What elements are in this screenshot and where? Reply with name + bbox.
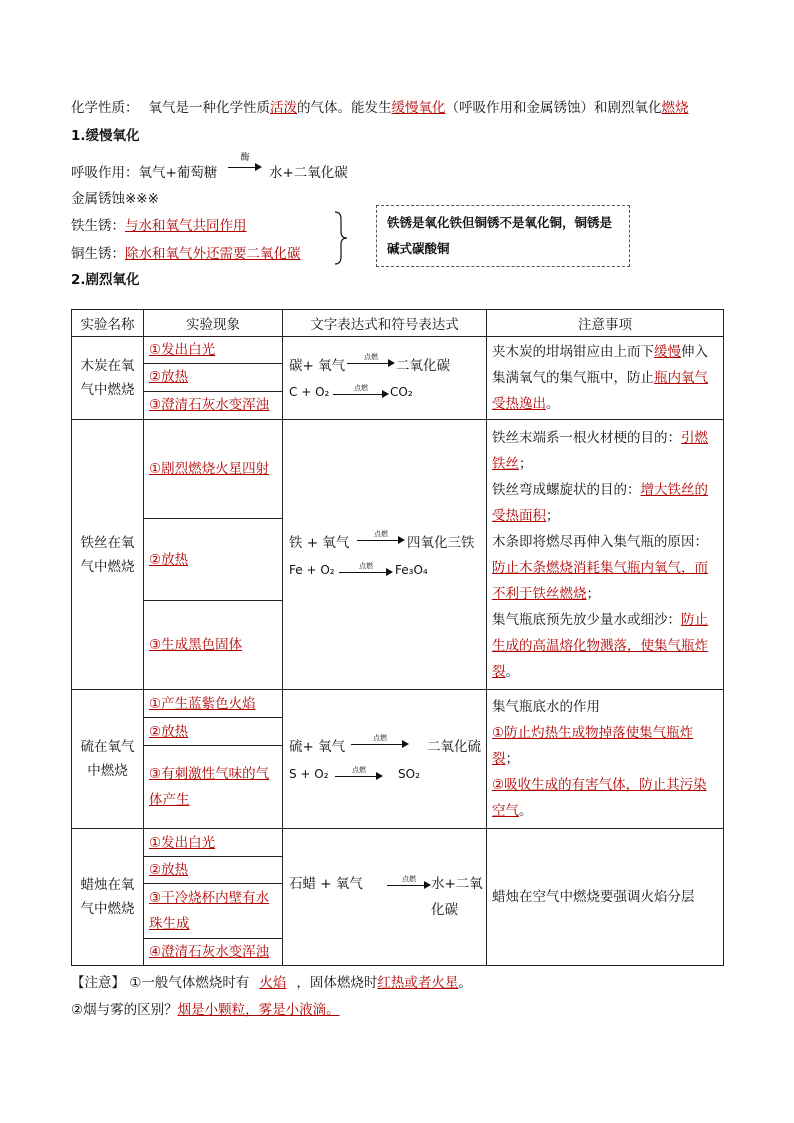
reaction-arrow [339, 561, 393, 578]
section-title-slow-oxidation: 1.缓慢氧化 [71, 128, 140, 144]
answer-combustion: 燃烧 [661, 100, 689, 116]
phenomenon-cell [144, 519, 283, 601]
phenomenon-text: ③生成黑色固体 [149, 637, 243, 653]
note-text: ； [586, 585, 600, 602]
phenomenon-cell [144, 718, 283, 746]
note-text: 铁丝末端系一根火材梗的目的： [492, 429, 681, 446]
condition-label: 点燃 [374, 529, 388, 538]
respiration-reactants: 氧气+葡萄糖 [138, 165, 218, 181]
footer-text: ②烟与雾的区别？ [71, 1002, 178, 1018]
phenomenon-cell [144, 337, 283, 364]
table-row [72, 420, 724, 519]
phenomenon-text: ④澄清石灰水变浑浊 [149, 944, 270, 960]
phenomenon-cell [144, 601, 283, 690]
expression-cell-carbon [283, 337, 487, 420]
symbol-products: CO₂ [390, 385, 413, 399]
note-text: 。 [546, 396, 560, 412]
note-answer: 瓶内氧气受热逸出 [492, 370, 708, 412]
intro-line [71, 96, 689, 116]
header-notes: 注意事项 [487, 310, 724, 337]
intro-label: 化学性质： [71, 100, 139, 116]
phenomenon-text: ③澄清石灰水变浑浊 [149, 397, 270, 414]
phenomenon-text: ②放热 [149, 369, 189, 386]
footer-answer: 烟是小颗粒，雾是小液滴。 [177, 1002, 340, 1018]
phenomenon-text: ③有刺激性气味的气体产生 [149, 766, 270, 808]
respiration-products: 水+二氧化碳 [269, 165, 348, 181]
iron-rust-label: 铁生锈： [71, 218, 125, 234]
notes-cell-carbon [487, 337, 724, 420]
answer-slow-oxidation: 缓慢氧化 [391, 100, 446, 116]
phenomenon-cell [144, 364, 283, 391]
footer-note-2 [71, 998, 340, 1018]
phenomenon-text: ②放热 [149, 723, 189, 740]
rust-callout-box: 铁锈是氧化铁但铜锈不是氧化铜，铜锈是碱式碳酸铜 [376, 205, 630, 267]
note-text: 集气瓶底水的作用 [492, 699, 600, 715]
copper-rust-answer: 除水和氧气外还需要二氧化碳 [125, 246, 301, 262]
intro-text: 氧气是一种化学性质 [148, 100, 270, 116]
phenomenon-cell [144, 746, 283, 829]
note-text: 夹木炭的坩埚钳应由上而下 [492, 344, 654, 360]
footer-text: 【注意】 ①一般气体燃烧时有 [71, 975, 250, 991]
note-text: 集气瓶底预先放少量水或细沙： [492, 611, 681, 628]
note-text: 木条即将燃尽再伸入集气瓶的原因： [492, 533, 708, 550]
copper-rust-label: 铜生锈： [71, 246, 125, 262]
phenomenon-text: ③干冷烧杯内壁有水珠生成 [149, 890, 270, 932]
symbol-reactants: Fe + O₂ [289, 562, 335, 577]
right-brace-icon [333, 211, 349, 265]
phenomenon-cell [144, 391, 283, 419]
note-text: ； [546, 507, 560, 524]
intro-text: （呼吸作用和金属锈蚀）和剧烈氧化 [445, 100, 662, 116]
respiration-arrow [228, 152, 262, 172]
phenomenon-cell [144, 857, 283, 884]
note-answer: 防止生成的高温熔化物溅落，使集气瓶炸裂 [492, 611, 708, 680]
condition-label: 点燃 [402, 875, 416, 883]
word-products: 水+二氧化碳 [431, 876, 483, 918]
metal-rust-heading: 金属锈蚀※※※ [71, 191, 159, 207]
note-answer: 防止木条燃烧消耗集气瓶内氧气，而不利于铁丝燃烧 [492, 559, 708, 602]
reaction-arrow [335, 768, 383, 782]
note-text: ； [505, 751, 519, 767]
section-title-combustion: 2.剧烈氧化 [71, 272, 140, 288]
phenomenon-cell [144, 884, 283, 939]
notes-cell-iron [487, 420, 724, 690]
note-text: 伸入集满氧气的集气瓶中，防止 [492, 344, 708, 386]
table-row [72, 690, 724, 718]
respiration-label-text: 呼吸作用： [71, 165, 139, 181]
phenomenon-cell [144, 420, 283, 519]
phenomenon-text: ①产生蓝紫色火焰 [149, 695, 256, 712]
note-answer: 引燃铁丝 [492, 429, 708, 472]
header-phenomenon: 实验现象 [144, 310, 283, 337]
copper-rust-line [71, 242, 301, 262]
note-text: 。 [505, 663, 519, 680]
footer-text: 。 [458, 975, 472, 991]
reaction-arrow [351, 736, 409, 750]
footer-text: ，固体燃烧时 [296, 975, 378, 991]
header-expression: 文字表达式和符号表达式 [283, 310, 487, 337]
reaction-arrow [347, 355, 395, 369]
notes-cell-candle: 蜡烛在空气中燃烧要强调火焰分层 [487, 829, 724, 966]
word-products: 二氧化硫 [427, 739, 481, 755]
note-text: 。 [519, 803, 533, 819]
enzyme-condition: 酶 [240, 153, 250, 163]
word-products: 二氧化碳 [396, 358, 450, 374]
intro-text: 的气体。能发生 [297, 100, 392, 116]
experiment-name-iron: 铁丝在氧气中燃烧 [72, 420, 144, 690]
condition-label: 点燃 [364, 353, 378, 361]
note-text: 铁丝弯成螺旋状的目的： [492, 481, 641, 498]
condition-label: 点燃 [373, 734, 387, 742]
respiration-label [71, 161, 217, 181]
phenomenon-text: ②放热 [149, 551, 189, 568]
note-answer: 缓慢 [654, 344, 681, 360]
condition-label: 点燃 [352, 766, 366, 774]
footer-note-1 [71, 971, 472, 991]
header-experiment: 实验名称 [72, 310, 144, 337]
table-header-row [72, 310, 724, 337]
phenomenon-cell [144, 829, 283, 857]
expression-cell-iron [283, 420, 487, 690]
word-reactants: 硫+ 氧气 [289, 739, 346, 755]
expression-cell-sulfur [283, 690, 487, 829]
symbol-products: SO₂ [398, 767, 420, 781]
table-row [72, 337, 724, 364]
footer-answer: 火焰 [259, 975, 287, 991]
condition-label: 点燃 [359, 561, 373, 570]
phenomenon-text: ①发出白光 [149, 342, 216, 359]
symbol-reactants: S + O₂ [289, 767, 329, 781]
iron-rust-line [71, 214, 247, 234]
word-products: 四氧化三铁 [407, 534, 475, 551]
experiment-name-sulfur: 硫在氧气中燃烧 [72, 690, 144, 829]
phenomenon-text: ②放热 [149, 862, 189, 878]
reaction-arrow [333, 386, 389, 400]
word-reactants: 铁 + 氧气 [289, 534, 350, 551]
footer-answer: 红热或者火星 [377, 975, 459, 991]
expression-cell-candle [283, 829, 487, 966]
phenomenon-cell [144, 939, 283, 966]
symbol-products: Fe₃O₄ [395, 562, 428, 577]
answer-active: 活泼 [270, 100, 297, 116]
note-answer: 增大铁丝的受热面积 [492, 481, 708, 524]
symbol-reactants: C + O₂ [289, 385, 330, 399]
reaction-arrow [387, 877, 431, 891]
word-reactants: 碳+ 氧气 [289, 358, 346, 374]
note-answer: ①防止灼热生成物掉落使集气瓶炸裂 [492, 725, 694, 767]
experiment-name-candle: 蜡烛在氧气中燃烧 [72, 829, 144, 966]
iron-rust-answer: 与水和氧气共同作用 [125, 218, 247, 234]
phenomenon-text: ①剧烈燃烧火星四射 [149, 461, 270, 477]
notes-cell-sulfur [487, 690, 724, 829]
table-row [72, 829, 724, 857]
reaction-arrow [357, 529, 405, 546]
note-text: ； [519, 455, 533, 472]
combustion-table [71, 309, 724, 966]
condition-label: 点燃 [354, 384, 368, 392]
note-answer: ②吸收生成的有害气体，防止其污染空气 [492, 777, 707, 819]
word-reactants: 石蜡 + 氧气 [289, 876, 363, 892]
phenomenon-text: ①发出白光 [149, 834, 216, 851]
phenomenon-cell [144, 690, 283, 718]
experiment-name-carbon: 木炭在氧气中燃烧 [72, 337, 144, 420]
